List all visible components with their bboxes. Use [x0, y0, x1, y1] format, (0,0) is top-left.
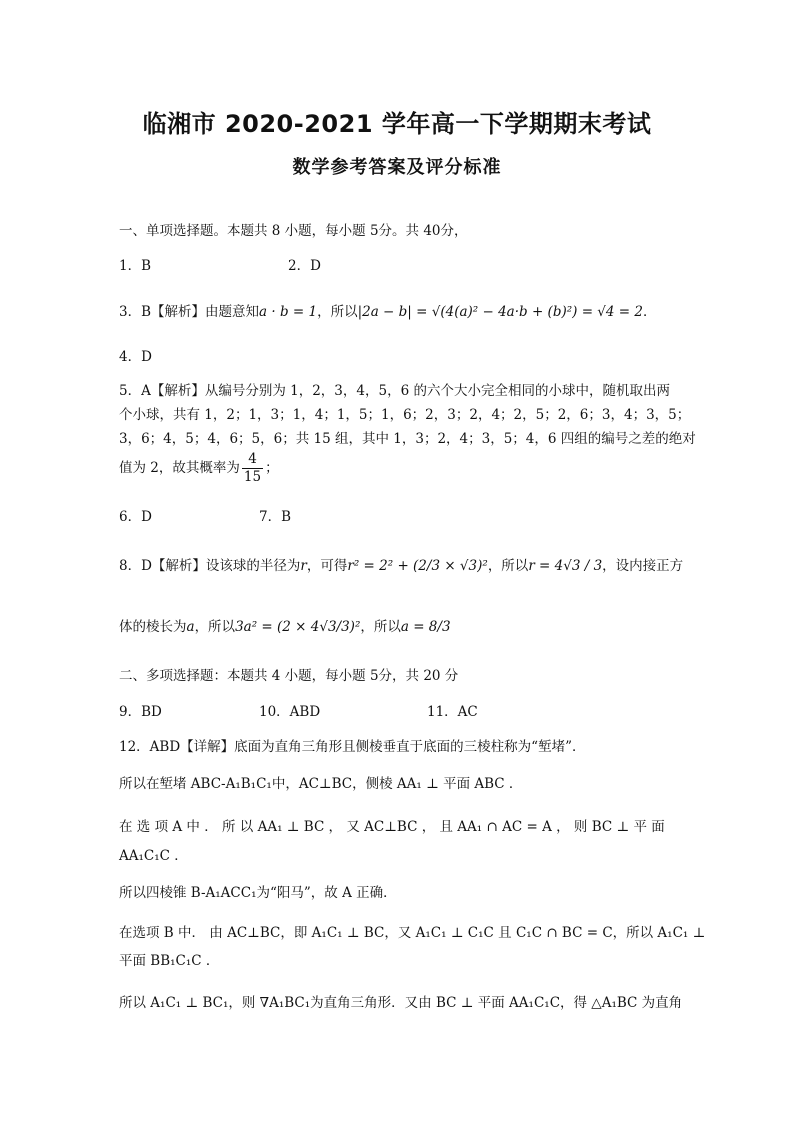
q12-line4: AA₁C₁C ． — [119, 848, 188, 864]
q5-frac-numerator: 4 — [242, 451, 263, 469]
q12-line1: 12．ABD【详解】底面为直角三角形且侧棱垂直于底面的三棱柱称为“堑堵”． — [119, 739, 586, 755]
section2-heading: 二、多项选择题：本题共 4 小题，每小题 5分，共 20 分 — [119, 668, 459, 684]
q3-mid: ，所以 — [317, 304, 358, 320]
q8-equation2: r = 4√3 / 3 — [528, 558, 603, 574]
q8-equation4: a = 8/3 — [400, 619, 451, 635]
q5-probability-fraction — [242, 451, 263, 486]
q5-frac-denominator: 15 — [243, 469, 262, 485]
q12-line6: 在选项 B 中． 由 AC⊥BC，即 A₁C₁ ⊥ BC，又 A₁C₁ ⊥ C₁C 且 C₁C ∩ BC = C，所以 A₁C₁ ⊥ — [119, 925, 706, 941]
q12-line7: 平面 BB₁C₁C ． — [119, 953, 220, 969]
q8-mid1: ，可得 — [306, 558, 348, 574]
q8-mid2: ，所以 — [487, 558, 529, 574]
answer-q9: 9．BD — [119, 704, 162, 720]
q3-condition: a · b = 1 — [259, 304, 318, 320]
q8-end1: ，设内接正方 — [602, 558, 684, 574]
q5-line3: 3，6；4，5；4，6；5，6；共 15 组，其中 1，3；2，4；3，5；4，6 四组的编号之差的绝对 — [119, 431, 696, 447]
q5-line4-prefix: 值为 2，故其概率为 — [119, 460, 240, 476]
answer-q7: 7．B — [259, 509, 292, 525]
document-title: 临湘市 2020-2021 学年高一下学期期末考试 — [142, 110, 652, 138]
q5-line1: 5．A【解析】从编号分别为 1，2，3，4，5，6 的六个大小完全相同的小球中，随机取出两 — [119, 383, 670, 399]
q8-line2 — [119, 617, 451, 637]
q12-line8: 所以 A₁C₁ ⊥ BC₁，则 ∇A₁BC₁为直角三角形．又由 BC ⊥ 平面 AA₁C₁C，得 △A₁BC 为直角 — [119, 995, 683, 1011]
q8-mid3: ，所以 — [194, 619, 236, 635]
answer-q11: 11．AC — [427, 704, 478, 720]
section1-heading: 一、单项选择题。本题共 8 小题，每小题 5分。共 40分， — [119, 223, 468, 239]
q5-line2: 个小球，共有 1，2；1，3；1，4；1，5；1，6；2，3；2，4；2，5；2，6；3，4；3，5； — [119, 407, 691, 423]
q3-end: ． — [642, 304, 657, 320]
q5-line4 — [119, 451, 279, 486]
q8-prefix: 8．D【解析】设该球的半径为 — [119, 558, 301, 574]
q8-equation3: 3a² = (2 × 4√3/3)² — [235, 619, 361, 635]
answer-q1: 1．B — [119, 258, 152, 274]
answer-q10: 10．ABD — [259, 704, 321, 720]
q8-equation1: r² = 2² + (2/3 × √3)² — [347, 558, 488, 574]
q3-expression: |2a − b| = √(4(a)² − 4a·b + (b)²) = √4 = 2 — [357, 304, 643, 320]
answer-q6: 6．D — [119, 509, 152, 525]
q8-line1 — [119, 556, 683, 576]
answer-q2: 2．D — [288, 258, 321, 274]
q3-prefix: 3．B【解析】由题意知 — [119, 304, 260, 320]
q8-a: a — [186, 619, 195, 635]
q12-line2: 所以在堑堵 ABC-A₁B₁C₁中，AC⊥BC，侧棱 AA₁ ⊥ 平面 ABC ． — [119, 776, 523, 792]
q8-line2-prefix: 体的棱长为 — [119, 619, 187, 635]
q8-mid4: ，所以 — [360, 619, 401, 635]
q12-line5: 所以四棱锥 B-A₁ACC₁为“阳马”，故 A 正确． — [119, 885, 397, 901]
q5-line4-end: ； — [265, 460, 279, 476]
answer-q4: 4．D — [119, 349, 152, 365]
q12-line3: 在 选 项 A 中 ． 所 以 AA₁ ⊥ BC ， 又 AC⊥BC ， 且 AA₁ ∩ AC = A ， 则 BC ⊥ 平 面 — [119, 819, 665, 835]
q8-r: r — [300, 558, 307, 574]
answer-q3 — [119, 302, 656, 322]
document-subtitle: 数学参考答案及评分标准 — [292, 157, 502, 178]
